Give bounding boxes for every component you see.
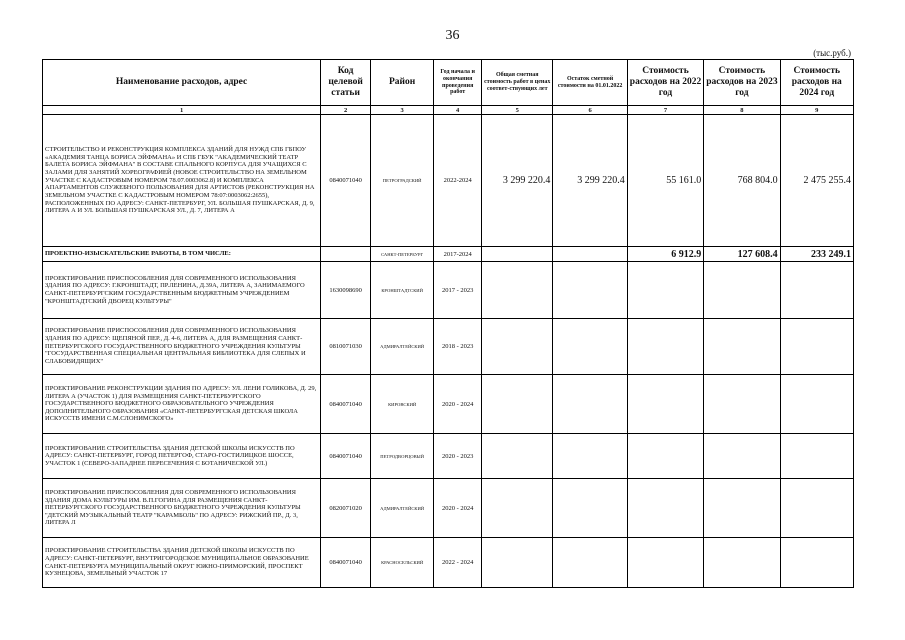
row-total-cost	[482, 479, 553, 538]
row-code: 0820071020	[321, 479, 371, 538]
header-name: Наименование расходов, адрес	[43, 60, 321, 106]
row-remaining: 3 299 220.4	[553, 115, 627, 247]
row-cost-2022	[627, 479, 703, 538]
row-cost-2023	[704, 262, 780, 319]
row-cost-2022	[627, 434, 703, 479]
table-row	[43, 319, 854, 375]
table-row	[43, 375, 854, 434]
row-cost-2024	[780, 319, 853, 375]
row-name: ПРОЕКТИРОВАНИЕ СТРОИТЕЛЬСТВА ЗДАНИЯ ДЕТСКОЙ ШКОЛЫ ИСКУССТВ ПО АДРЕСУ: САНКТ-ПЕТЕРБУРГ, ГОРОД ПЕТЕРГОФ, СТАРО-ГОСТИЛИЦКОЕ ШОССЕ, УЧАСТОК 1 (СЕВЕРО-ЗАПАДНЕЕ ПЕРЕСЕЧЕНИЯ С БОТАНИЧЕСКОЙ УЛ.)	[43, 434, 321, 479]
row-cost-2022	[627, 538, 703, 588]
row-total-cost	[482, 262, 553, 319]
row-total-cost	[482, 319, 553, 375]
header-cost-2024: Стоимость расходов на 2024 год	[780, 60, 853, 106]
column-number: 5	[482, 106, 553, 115]
page-number: 36	[445, 28, 460, 43]
row-cost-2022: 6 912.9	[627, 247, 703, 262]
row-code: 0840071040	[321, 434, 371, 479]
row-cost-2024	[780, 538, 853, 588]
budget-table	[42, 59, 854, 588]
row-district: АДМИРАЛТЕЙСКИЙ	[371, 319, 434, 375]
row-district: ПЕТРОГРАДСКИЙ	[371, 115, 434, 247]
row-cost-2022	[627, 319, 703, 375]
row-district: КИРОВСКИЙ	[371, 375, 434, 434]
row-cost-2024: 233 249.1	[780, 247, 853, 262]
row-years: 2020 - 2024	[434, 375, 482, 434]
row-cost-2024	[780, 375, 853, 434]
row-district: КРОНШТАДТСКИЙ	[371, 262, 434, 319]
header-remaining: Остаток сметной стоимости на 01.01.2022	[553, 60, 627, 106]
row-cost-2024	[780, 479, 853, 538]
row-years: 2017-2024	[434, 247, 482, 262]
header-total-cost: Общая сметная стоимость работ в ценах соответ-ствующих лет	[482, 60, 553, 106]
row-code: 0840071040	[321, 375, 371, 434]
row-years: 2022 - 2024	[434, 538, 482, 588]
row-cost-2022	[627, 262, 703, 319]
header-row	[43, 60, 854, 106]
row-name: ПРОЕКТИРОВАНИЕ ПРИСПОСОБЛЕНИЯ ДЛЯ СОВРЕМЕННОГО ИСПОЛЬЗОВАНИЯ ЗДАНИЯ ДОМА КУЛЬТУРЫ ИМ. В.П.ГОГИНА ДЛЯ РАЗМЕЩЕНИЯ САНКТ-ПЕТЕРБУРГСКОГО ГОСУДАРСТВЕННОГО БЮДЖЕТНОГО УЧРЕЖДЕНИЯ КУЛЬТУРЫ "ДЕТСКИЙ МУЗЫКАЛЬНЫЙ ТЕАТР "КАРАМБОЛЬ" ПО АДРЕСУ: РИЖСКИЙ ПР., Д. 3, ЛИТЕРА Л	[43, 479, 321, 538]
header-code: Код целевой статьи	[321, 60, 371, 106]
row-cost-2024	[780, 262, 853, 319]
row-remaining	[553, 247, 627, 262]
row-cost-2022	[627, 375, 703, 434]
row-name: ПРОЕКТИРОВАНИЕ РЕКОНСТРУКЦИИ ЗДАНИЯ ПО АДРЕСУ: УЛ. ЛЕНИ ГОЛИКОВА, Д. 29, ЛИТЕРА А (УЧАСТОК 1) ДЛЯ РАЗМЕЩЕНИЯ САНКТ-ПЕТЕРБУРГСКОГО ГОСУДАРСТВЕННОГО БЮДЖЕТНОГО ОБРАЗОВАТЕЛЬНОГО УЧРЕЖДЕНИЯ ДОПОЛНИТЕЛЬНОГО ОБРАЗОВАНИЯ «САНКТ-ПЕТЕРБУРГСКАЯ ДЕТСКАЯ ШКОЛА ИСКУССТВ ИМЕНИ С.М.СЛОНИМСКОГО»	[43, 375, 321, 434]
column-number: 8	[704, 106, 780, 115]
header-cost-2022: Стоимость расходов на 2022 год	[627, 60, 703, 106]
row-code: 1630098690	[321, 262, 371, 319]
row-cost-2023: 768 804.0	[704, 115, 780, 247]
column-number: 2	[321, 106, 371, 115]
units-label: (тыс.руб.)	[813, 48, 851, 58]
row-remaining	[553, 479, 627, 538]
table-row	[43, 262, 854, 319]
row-total-cost: 3 299 220.4	[482, 115, 553, 247]
header-cost-2023: Стоимость расходов на 2023 год	[704, 60, 780, 106]
row-cost-2022: 55 161.0	[627, 115, 703, 247]
table-row	[43, 115, 854, 247]
row-district: КРАСНОСЕЛЬСКИЙ	[371, 538, 434, 588]
row-years: 2020 - 2023	[434, 434, 482, 479]
row-name: СТРОИТЕЛЬСТВО И РЕКОНСТРУКЦИЯ КОМПЛЕКСА ЗДАНИЙ ДЛЯ НУЖД СПБ ГБПОУ «АКАДЕМИЯ ТАНЦА БОРИСА ЭЙФМАНА» И СПБ ГБУК "АКАДЕМИЧЕСКИЙ ТЕАТР БАЛЕТА БОРИСА ЭЙФМАНА" В СОСТАВЕ СПАЛЬНОГО КОРПУСА ДЛЯ УЧАЩИХСЯ С ЗАЛАМИ ДЛЯ ЗАНЯТИЙ ХОРЕОГРАФИЕЙ (НОВОЕ СТРОИТЕЛЬСТВО НА ЗЕМЕЛЬНОМ УЧАСТКЕ С КАДАСТРОВЫМ НОМЕРОМ 78.07.0003062.8) И КОМПЛЕКСА АПАРТАМЕНТОВ СЛУЖЕБНОГО ПОЛЬЗОВАНИЯ ДЛЯ АРТИСТОВ (РЕКОНСТРУКЦИЯ НА ЗЕМЕЛЬНОМ УЧАСТКЕ С КАДАСТРОВЫМ НОМЕРОМ 78:07:0003062:2655), РАСПОЛОЖЕННЫХ ПО АДРЕСУ: САНКТ-ПЕТЕРБУРГ, УЛ. БОЛЬШАЯ ПУШКАРСКАЯ, Д. 9, ЛИТЕРА А И УЛ. БОЛЬШАЯ ПУШКАРСКАЯ УЛ., Д. 7, ЛИТЕРА А	[43, 115, 321, 247]
row-code	[321, 247, 371, 262]
row-cost-2023: 127 608.4	[704, 247, 780, 262]
row-remaining	[553, 319, 627, 375]
row-cost-2024	[780, 434, 853, 479]
row-cost-2024: 2 475 255.4	[780, 115, 853, 247]
row-code: 0840071040	[321, 538, 371, 588]
row-district: ПЕТРОДВОРЦОВЫЙ	[371, 434, 434, 479]
row-total-cost	[482, 434, 553, 479]
table-row	[43, 434, 854, 479]
row-name: ПРОЕКТИРОВАНИЕ ПРИСПОСОБЛЕНИЯ ДЛЯ СОВРЕМЕННОГО ИСПОЛЬЗОВАНИЯ ЗДАНИЯ ПО АДРЕСУ: Г.КРОНШТАДТ, ПР.ЛЕНИНА, Д.39А, ЛИТЕРА А, ЗАНИМАЕМОГО САНКТ-ПЕТЕРБУРГСКИМ ГОСУДАРСТВЕННЫМ БЮДЖЕТНЫМ УЧРЕЖДЕНИЕМ "КРОНШТАДТСКИЙ ДВОРЕЦ КУЛЬТУРЫ"	[43, 262, 321, 319]
row-total-cost	[482, 538, 553, 588]
column-number: 6	[553, 106, 627, 115]
row-total-cost	[482, 247, 553, 262]
column-number: 1	[43, 106, 321, 115]
row-years: 2022-2024	[434, 115, 482, 247]
row-cost-2023	[704, 375, 780, 434]
row-code: 0840071040	[321, 115, 371, 247]
column-number: 4	[434, 106, 482, 115]
row-name: ПРОЕКТИРОВАНИЕ ПРИСПОСОБЛЕНИЯ ДЛЯ СОВРЕМЕННОГО ИСПОЛЬЗОВАНИЯ ЗДАНИЯ ПО АДРЕСУ: ЩЕПЯНОЙ ПЕР., Д. 4-6, ЛИТЕРА А, ДЛЯ РАЗМЕЩЕНИЯ САНКТ-ПЕТЕРБУРГСКОГО ГОСУДАРСТВЕННОГО БЮДЖЕТНОГО УЧРЕЖДЕНИЯ КУЛЬТУРЫ "ГОСУДАРСТВЕННАЯ СПЕЦИАЛЬНАЯ ЦЕНТРАЛЬНАЯ БИБЛИОТЕКА ДЛЯ СЛЕПЫХ И СЛАБОВИДЯЩИХ"	[43, 319, 321, 375]
column-number: 7	[627, 106, 703, 115]
row-remaining	[553, 434, 627, 479]
row-remaining	[553, 538, 627, 588]
column-number: 9	[780, 106, 853, 115]
header-years: Год начала и окончания проведения работ	[434, 60, 482, 106]
row-name: ПРОЕКТНО-ИЗЫСКАТЕЛЬСКИЕ РАБОТЫ, В ТОМ ЧИСЛЕ:	[43, 247, 321, 262]
table-row	[43, 479, 854, 538]
header-district: Район	[371, 60, 434, 106]
row-cost-2023	[704, 538, 780, 588]
row-total-cost	[482, 375, 553, 434]
row-cost-2023	[704, 479, 780, 538]
row-cost-2023	[704, 434, 780, 479]
table-row	[43, 247, 854, 262]
column-number-row	[43, 106, 854, 115]
row-district: АДМИРАЛТЕЙСКИЙ	[371, 479, 434, 538]
row-code: 0810071030	[321, 319, 371, 375]
row-name: ПРОЕКТИРОВАНИЕ СТРОИТЕЛЬСТВА ЗДАНИЯ ДЕТСКОЙ ШКОЛЫ ИСКУССТВ ПО АДРЕСУ: САНКТ-ПЕТЕРБУРГ, ВНУТРИГОРОДСКОЕ МУНИЦИПАЛЬНОЕ ОБРАЗОВАНИЕ САНКТ-ПЕТЕРБУРГА МУНИЦИПАЛЬНЫЙ ОКРУГ ЮЖНО-ПРИМОРСКИЙ, ПРОСПЕКТ КУЗНЕЦОВА, ЗЕМЕЛЬНЫЙ УЧАСТОК 17	[43, 538, 321, 588]
row-remaining	[553, 375, 627, 434]
row-years: 2020 - 2024	[434, 479, 482, 538]
table-row	[43, 538, 854, 588]
row-years: 2017 - 2023	[434, 262, 482, 319]
column-number: 3	[371, 106, 434, 115]
row-years: 2018 - 2023	[434, 319, 482, 375]
row-cost-2023	[704, 319, 780, 375]
row-remaining	[553, 262, 627, 319]
row-district: САНКТ-ПЕТЕРБУРГ	[371, 247, 434, 262]
